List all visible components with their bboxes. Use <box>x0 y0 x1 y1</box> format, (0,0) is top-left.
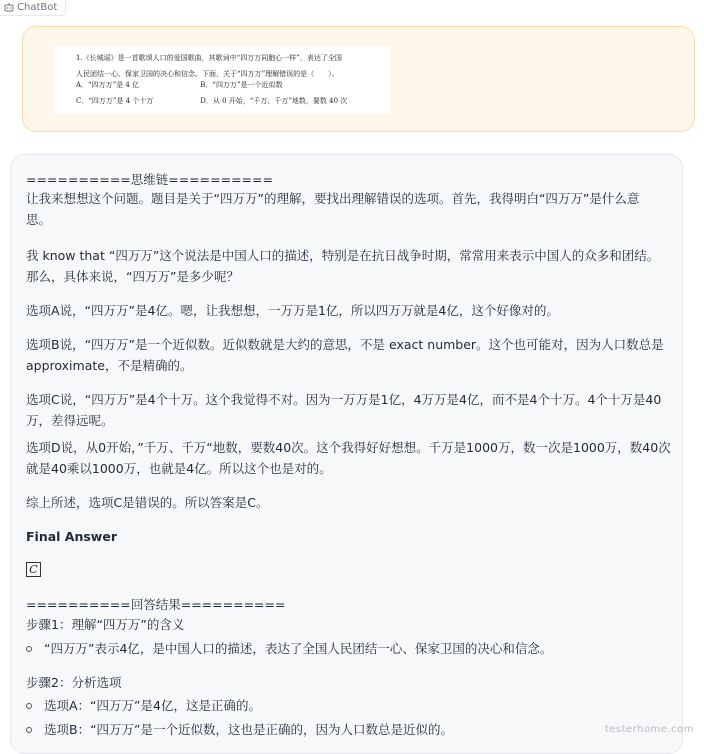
option-b: B．“四万万”是一个近似数 <box>200 81 283 89</box>
paragraph-4-line-2: approximate，不是精确的。 <box>26 358 193 373</box>
paragraph-6-line-1: 选项D说，从0开始，”千万、千万“地数，要数40次。这个我得好好想想。千万是1000万，数一次是1000万，数40次 <box>26 440 671 455</box>
question-line-1: 1.《长城谣》是一首歌颂人口的爱国歌曲，其歌词中“四万万同胞心一样”，表达了全国 <box>76 54 342 62</box>
question-options <box>76 80 347 112</box>
paragraph-5-line-2: 万，差得远呢。 <box>26 413 114 428</box>
step-1-item: “四万万”表示4亿，是中国人口的描述，表达了全国人民团结一心、保家卫国的决心和信念。 <box>44 641 553 656</box>
paragraph-1-line-1: 让我来想想这个问题。题目是关于“四万万”的理解，要找出理解错误的选项。首先，我得明白“四万万”是什么意 <box>26 191 640 206</box>
paragraph-3: 选项A说，“四万万”是4亿。嗯，让我想想，一万万是1亿，所以四万万就是4亿，这个好像对的。 <box>26 303 559 318</box>
result-header: ==========回答结果========== <box>26 597 286 612</box>
final-answer-box: C <box>26 562 41 577</box>
bullet-icon <box>26 727 32 733</box>
option-a: A．“四万万”是 4 亿 <box>76 81 140 89</box>
paragraph-2-line-1: 我 know that “四万万”这个说法是中国人口的描述，特别是在抗日战争时期，常常用来表示中国人的众多和团结。 <box>26 248 660 263</box>
chain-header: ==========思维链========== <box>26 172 273 187</box>
chatbot-icon <box>4 3 14 12</box>
option-c: C．“四万万”是 4 个十万 <box>76 97 154 105</box>
final-answer-label: Final Answer <box>26 529 117 544</box>
bullet-icon <box>26 703 32 709</box>
paragraph-2-line-2: 那么，具体来说，“四万万”是多少呢？ <box>26 269 239 284</box>
paragraph-6-line-2: 就是40乘以1000万，也就是4亿。所以这个也是对的。 <box>26 461 332 476</box>
watermark: testerhome.com <box>604 724 694 735</box>
option-d: D．从 0 开始，“千万、千万”地数，要数 40 次 <box>200 97 348 105</box>
step-2-item-a: 选项A：“四万万”是4亿，这是正确的。 <box>44 698 261 713</box>
paragraph-7: 综上所述，选项C是错误的。所以答案是C。 <box>26 495 269 510</box>
paragraph-4-line-1: 选项B说，“四万万”是一个近似数。近似数就是大约的意思，不是 exact number。这个也可能对，因为人口数总是 <box>26 337 664 352</box>
step-2-item-b: 选项B：“四万万”是一个近似数，这也是正确的，因为人口数总是近似的。 <box>44 722 454 737</box>
chatbot-label-text: ChatBot <box>17 2 58 13</box>
paragraph-5-line-1: 选项C说，“四万万”是4个十万。这个我觉得不对。因为一万万是1亿，4万万是4亿，而不是4个十万。4个十万是40 <box>26 392 662 407</box>
step-1-heading: 步骤1：理解“四万万”的含义 <box>26 617 185 632</box>
bullet-icon <box>26 646 32 652</box>
paragraph-1-line-2: 思。 <box>26 212 52 227</box>
chatbot-label <box>0 0 66 16</box>
step-2-heading: 步骤2：分析选项 <box>26 675 122 690</box>
question-line-2: 人民团结一心、保家卫国的决心和信念。下面，关于“四万万”理解错误的是（ ）。 <box>76 70 339 78</box>
